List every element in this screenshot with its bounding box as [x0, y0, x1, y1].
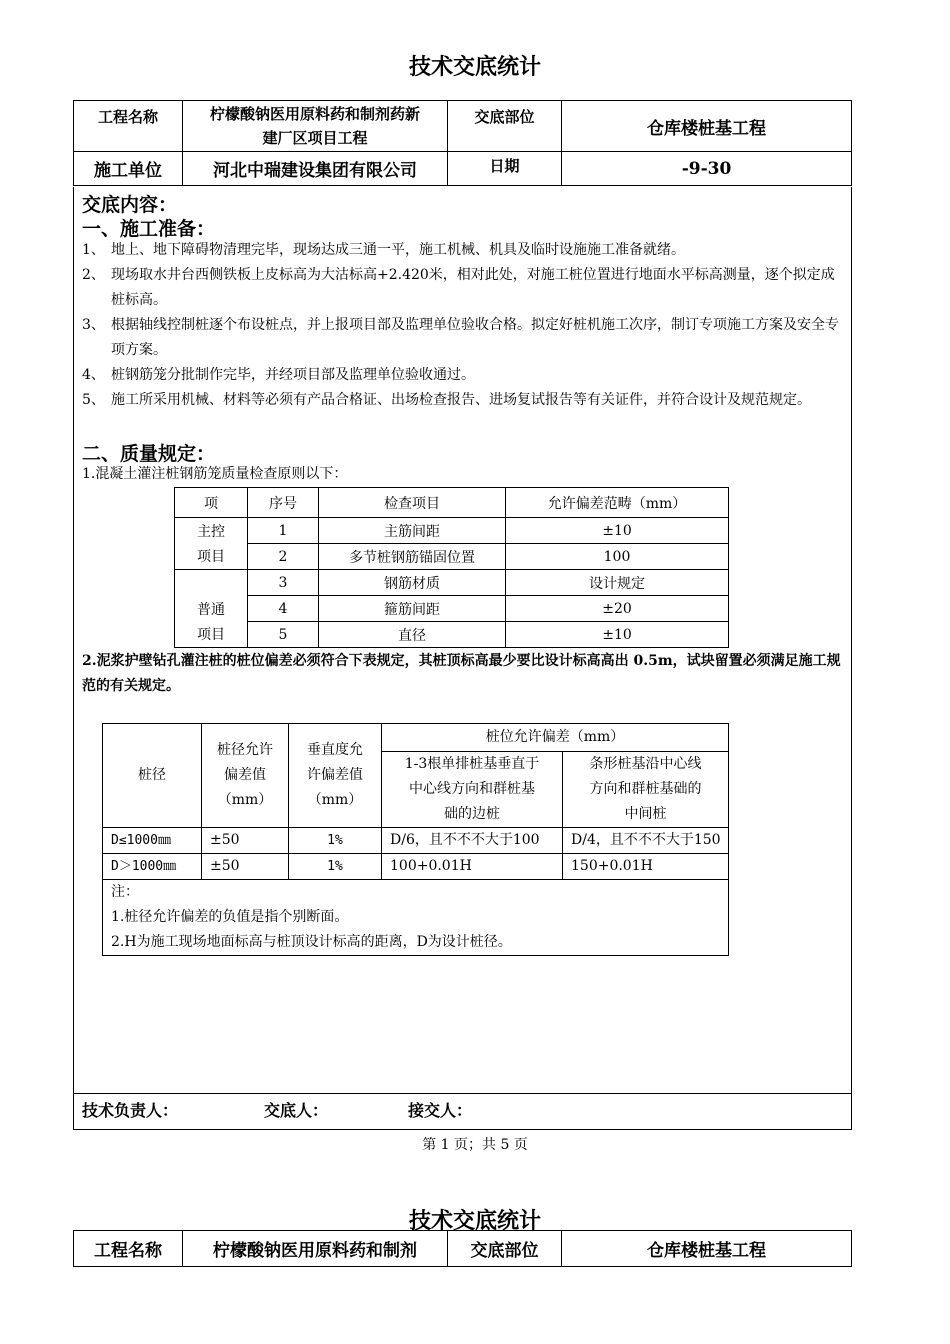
table-row: 项目 5 直径 ±10 — [175, 622, 729, 648]
list-item: 5、 施工所采用机械、材料等必须有产品合格证、出场检查报告、进场复试报告等有关证件，并符合设计及规范规定。 — [82, 392, 811, 408]
list-item: 2、 现场取水井台西侧铁板上皮标高为大沽标高+2.420米，相对此处，对施工桩位置进行地面水平标高测量，逐个拟定成桩标高。 — [82, 267, 835, 308]
project-name-value — [183, 101, 448, 152]
table-header: 桩径允许 偏差值 （mm） — [202, 724, 289, 828]
page-title: 技术交底统计 — [408, 54, 541, 80]
page2-title: 技术交底统计 — [408, 1208, 541, 1234]
page2-project-name-label: 工程名称 — [74, 1231, 183, 1267]
table-header: 检查项目 — [319, 488, 506, 518]
table-row: 3 钢筋材质 设计规定 — [175, 570, 729, 596]
table-header: 1-3根单排桩基垂直于 中心线方向和群桩基 础的边桩 — [382, 752, 563, 828]
rebar-cage-table — [174, 487, 729, 648]
part-value: 仓库楼桩基工程 — [562, 101, 852, 152]
project-name-line2: 建厂区项目工程 — [262, 129, 368, 147]
quality-pile-position: 2.泥浆护壁钻孔灌注桩的桩位偏差必须符合下表规定，其桩顶标高最少要比设计标高高出 0.5m，试块留置必须满足施工规范的有关规定。 — [82, 653, 841, 694]
quality-intro: 1.混凝土灌注桩钢筋笼质量检查原则以下： — [82, 466, 348, 482]
note-item: 1.桩径允许偏差的负值是指个别断面。 — [111, 909, 349, 925]
page-number: 第 1 页；共 5 页 — [422, 1137, 528, 1153]
table-header: 桩位允许偏差（mm） — [382, 724, 729, 752]
page2-header-table — [73, 1230, 852, 1267]
table-header: 允许偏差范畴（mm） — [506, 488, 729, 518]
header-table — [73, 100, 852, 186]
note-title: 注： — [111, 884, 139, 900]
project-name-label: 工程名称 — [74, 101, 183, 152]
table-header: 桩径 — [103, 724, 202, 828]
tech-lead-label: 技术负责人： — [82, 1101, 179, 1120]
date-label: 日期 — [448, 152, 562, 186]
table-row: 主控 1 主筋间距 ±10 — [175, 518, 729, 544]
receiver-label: 接交人： — [408, 1101, 473, 1120]
list-item: 1、 地上、地下障碍物清理完毕，现场达成三通一平，施工机械、机具及临时设施施工准备就绪。 — [82, 242, 685, 258]
discloser-label: 交底人： — [264, 1101, 329, 1120]
table-row: 普通 4 箍筋间距 ±20 — [175, 596, 729, 622]
pile-deviation-table — [102, 723, 729, 956]
content-label: 交底内容： — [82, 194, 178, 216]
table-header: 垂直度允 许偏差值 （mm） — [289, 724, 382, 828]
section-quality-title: 二、质量规定： — [82, 443, 216, 465]
date-value: -9-30 — [562, 152, 852, 186]
section-prep-title: 一、施工准备： — [82, 218, 216, 240]
disclosure-content — [73, 187, 852, 1094]
page2-project-name-value: 柠檬酸钠医用原料药和制剂 — [183, 1231, 448, 1267]
list-item: 4、 桩钢筋笼分批制作完毕，并经项目部及监理单位验收通过。 — [82, 367, 475, 383]
unit-label: 施工单位 — [74, 152, 183, 186]
table-row: D＞1000㎜ ±50 1% 100+0.01H 150+0.01H — [103, 854, 729, 880]
page2-part-label: 交底部位 — [448, 1231, 562, 1267]
list-item: 3、 根据轴线控制桩逐个布设桩点，并上报项目部及监理单位验收合格。拟定好桩机施工次序，制订专项施工方案及安全专项方案。 — [82, 317, 839, 358]
table-header: 项 — [175, 488, 248, 518]
table-row: 项目 2 多节桩钢筋锚固位置 100 — [175, 544, 729, 570]
table-header: 序号 — [248, 488, 319, 518]
project-name-line1: 柠檬酸钠医用原料药和制剂药新 — [209, 105, 420, 123]
table-notes — [103, 880, 729, 956]
signature-row — [73, 1093, 852, 1130]
table-row: D≤1000㎜ ±50 1% D/6，且不不不大于100 D/4，且不不不大于150 — [103, 828, 729, 854]
prep-list — [82, 238, 844, 413]
page2-part-value: 仓库楼桩基工程 — [562, 1231, 852, 1267]
unit-value: 河北中瑞建设集团有限公司 — [183, 152, 448, 186]
note-item: 2.H为施工现场地面标高与桩顶设计标高的距离，D为设计桩径。 — [111, 934, 512, 950]
part-label: 交底部位 — [448, 101, 562, 152]
table-header: 条形桩基沿中心线 方向和群桩基础的 中间桩 — [563, 752, 729, 828]
